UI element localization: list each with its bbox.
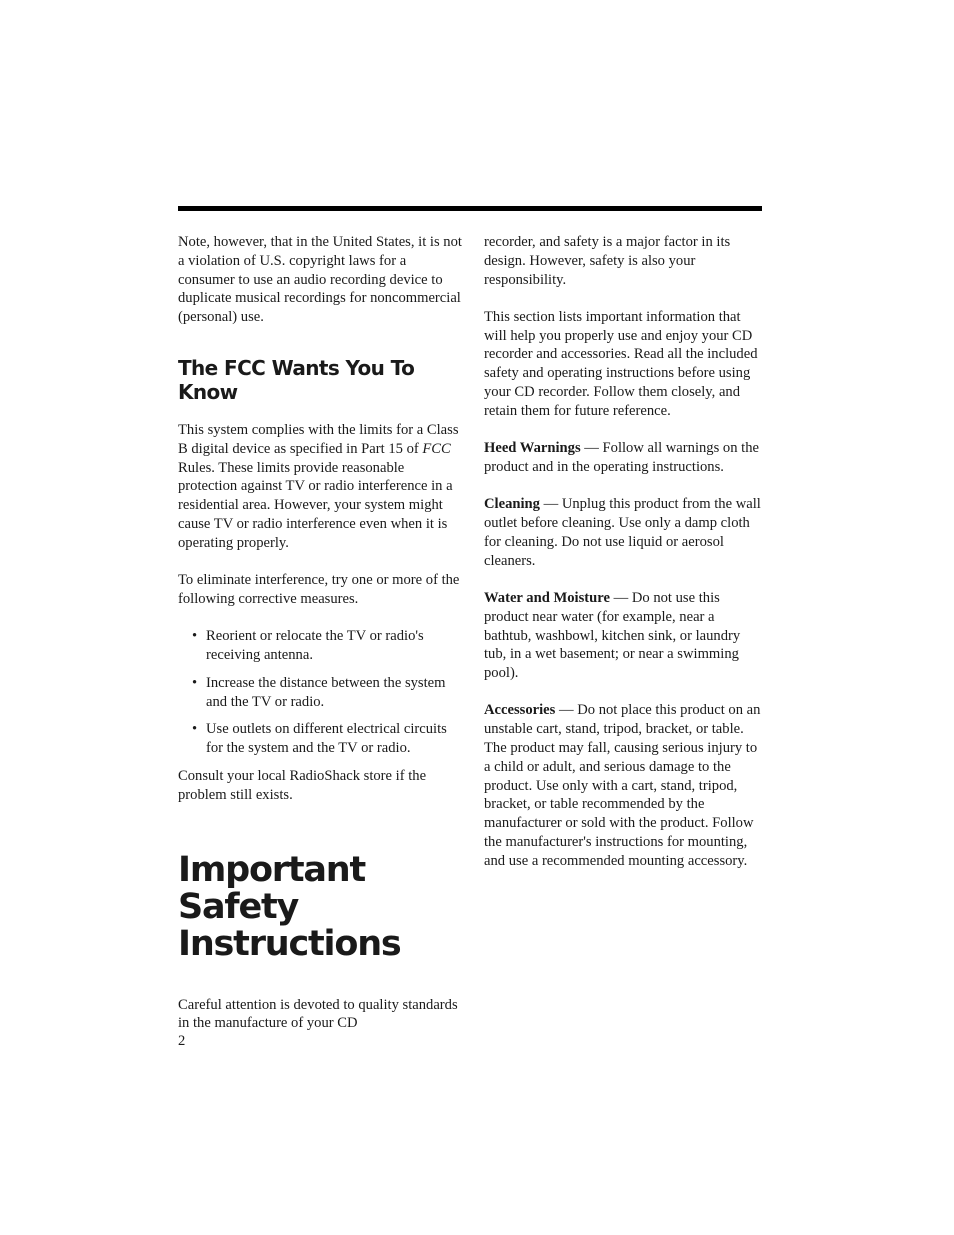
item-term: Cleaning <box>484 496 540 513</box>
continuation-paragraph: recorder, and safety is a major factor in its design. However, safety is also your responsibility. <box>484 234 731 288</box>
item-term: Accessories <box>484 702 556 719</box>
list-item: • Increase the distance between the system and the TV or radio. <box>178 674 462 712</box>
item-text: — Follow all warnings on the product and in the operating instructions. <box>484 440 759 475</box>
safety-intro-paragraph: Careful attention is devoted to quality standards in the manufacture of your CD <box>178 996 458 1032</box>
left-column <box>178 233 462 1052</box>
list-item: • Reorient or relocate the TV or radio's receiving antenna. <box>178 627 462 665</box>
fcc-paragraph-1 <box>178 421 462 553</box>
item-text: — Do not place this product on an unstable cart, stand, tripod, bracket, or table. The product may fall, causing serious injury to a child or adult, and serious damage to the product. Use only with a cart, stand, tripod, bracket, or table recommended by the manufacturer or sold with the product. Follow the manufacturer's instructions for mounting, and use a recommended mounting accessory. <box>484 702 761 869</box>
item-term: Heed Warnings <box>484 440 581 457</box>
safety-heading: Important Safety Instructions <box>178 849 401 964</box>
item-heed-warnings <box>484 439 764 477</box>
page-number: 2 <box>178 1033 186 1049</box>
fcc-italic: FCC <box>422 440 451 457</box>
item-text: — Unplug this product from the wall outlet before cleaning. Use only a damp cloth for cleaning. Do not use liquid or aerosol cleaners. <box>484 496 761 569</box>
fcc-para1-text-a: This system complies with the limits for a Class B digital device as specified in Part 15 of <box>178 421 459 457</box>
top-rule <box>178 206 762 211</box>
item-text: — Do not use this product near water (for example, near a bathtub, washbowl, kitchen sink, or laundry tub, in a wet basement; or near a swimming pool). <box>484 589 741 682</box>
right-column <box>484 233 764 889</box>
consult-paragraph: Consult your local RadioShack store if the problem still exists. <box>178 767 427 803</box>
intro-paragraph: Note, however, that in the United States, it is not a violation of U.S. copyright laws for a consumer to use an audio recording device to duplicate musical recordings for noncommercial (personal) use. <box>178 234 462 326</box>
item-accessories <box>484 701 764 870</box>
item-water-moisture <box>484 589 764 683</box>
section-paragraph: This section lists important information that will help you properly use and enjoy your CD recorder and accessories. Read all the included safety and operating instructions before using your CD recorder. Follow them closely, and retain them for future reference. <box>484 308 758 419</box>
fcc-heading: The FCC Wants You To Know <box>178 355 415 404</box>
list-item: • Use outlets on different electrical circuits for the system and the TV or radio. <box>178 720 462 758</box>
fcc-paragraph-2: To eliminate interference, try one or more of the following corrective measures. <box>178 572 460 607</box>
item-cleaning <box>484 495 764 570</box>
item-term: Water and Moisture <box>484 589 610 606</box>
corrective-measures-list <box>178 627 462 758</box>
fcc-para1-text-b: Rules. These limits provide reasonable protection against TV or radio interference in a residential area. However, your system might cause TV or radio interference even when it is operating properly. <box>178 459 453 551</box>
